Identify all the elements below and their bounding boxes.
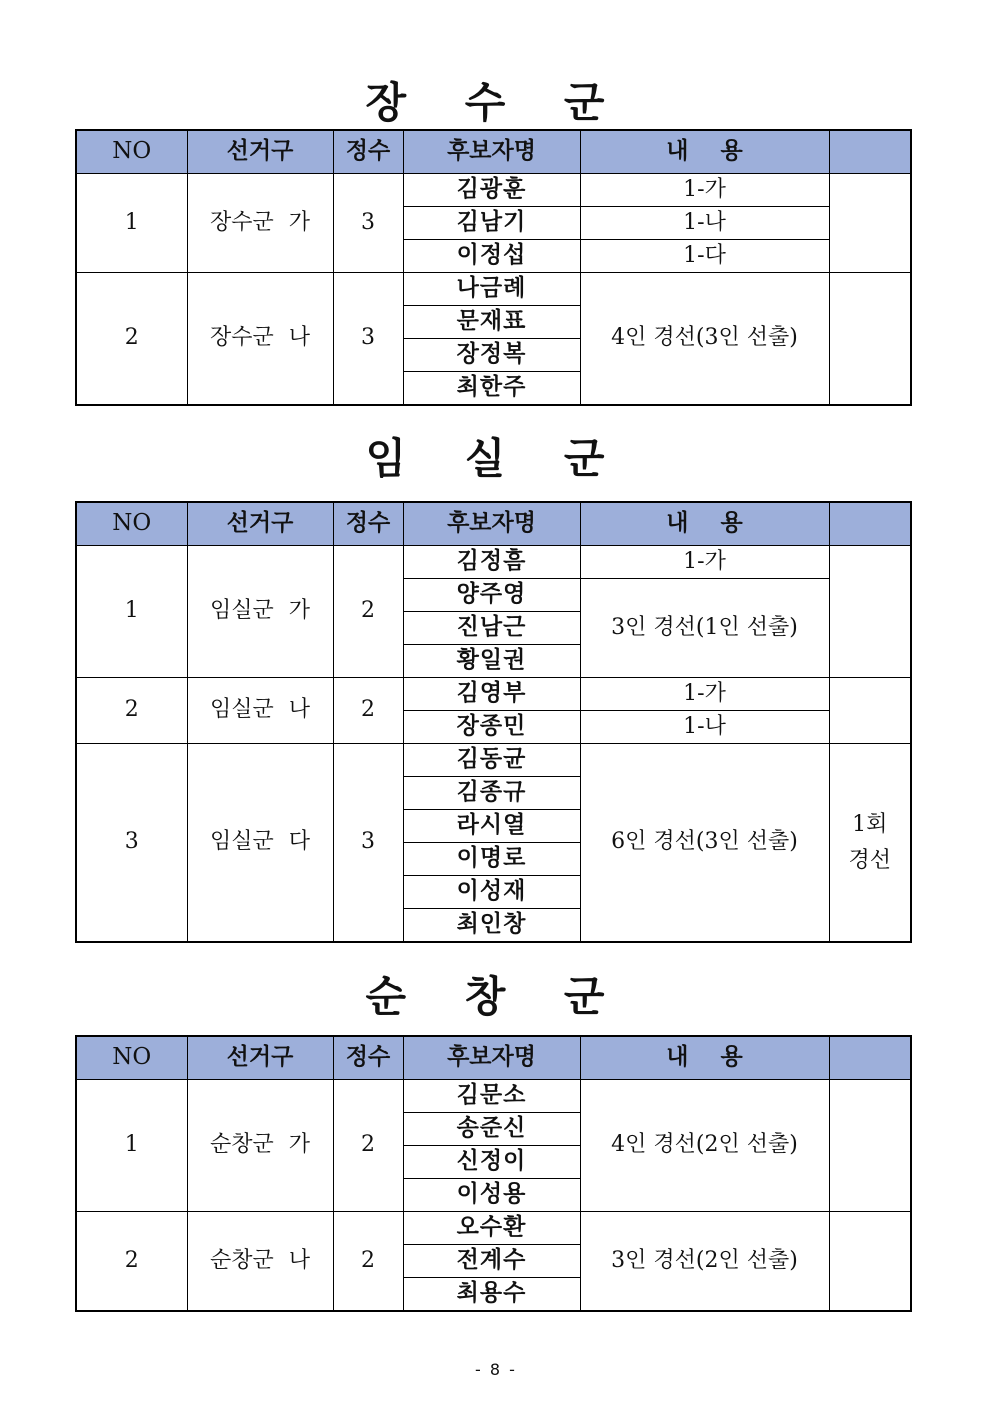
table-jangsu: [75, 129, 912, 406]
cell-content: 1-가: [580, 174, 829, 207]
cell-note: [829, 1080, 911, 1212]
cell-candidate: 라시열: [403, 810, 580, 843]
cell-no: 3: [76, 744, 187, 943]
cell-candidate: 이성용: [403, 1179, 580, 1212]
cell-no: 1: [76, 546, 187, 678]
cell-candidate: 이성재: [403, 876, 580, 909]
cell-content: 3인 경선(2인 선출): [580, 1212, 829, 1312]
cell-content: 4인 경선(2인 선출): [580, 1080, 829, 1212]
cell-candidate: 김남기: [403, 207, 580, 240]
cell-note: [829, 1212, 911, 1312]
cell-note: [829, 546, 911, 678]
cell-candidate: 황일권: [403, 645, 580, 678]
cell-seats: 2: [333, 678, 403, 744]
header-district: 선거구: [187, 130, 333, 174]
cell-seats: 2: [333, 1212, 403, 1312]
cell-content: 1-나: [580, 711, 829, 744]
header-no: NO: [76, 1036, 187, 1080]
cell-seats: 3: [333, 273, 403, 406]
cell-seats: 2: [333, 1080, 403, 1212]
cell-seats: 3: [333, 744, 403, 943]
table-header-row: [76, 1036, 911, 1080]
header-content: 내 용: [580, 1036, 829, 1080]
cell-district: 임실군 나: [187, 678, 333, 744]
cell-district: 순창군 가: [187, 1080, 333, 1212]
cell-candidate: 장정복: [403, 339, 580, 372]
cell-note: [829, 744, 911, 943]
table-imsil: [75, 501, 912, 943]
table-row: [76, 1080, 911, 1113]
cell-candidate: 송준신: [403, 1113, 580, 1146]
cell-candidate: 김종규: [403, 777, 580, 810]
header-candidate: 후보자명: [403, 502, 580, 546]
cell-candidate: 이명로: [403, 843, 580, 876]
table-row: [76, 1212, 911, 1245]
cell-seats: 2: [333, 546, 403, 678]
header-seats: 정수: [333, 130, 403, 174]
table-sunchang: [75, 1035, 912, 1312]
table-row: [76, 546, 911, 579]
cell-seats: 3: [333, 174, 403, 273]
table-header-row: [76, 502, 911, 546]
cell-district: 임실군 가: [187, 546, 333, 678]
cell-no: 1: [76, 1080, 187, 1212]
header-seats: 정수: [333, 1036, 403, 1080]
header-no: NO: [76, 130, 187, 174]
cell-candidate: 이정섭: [403, 240, 580, 273]
cell-candidate: 진남근: [403, 612, 580, 645]
cell-candidate: 양주영: [403, 579, 580, 612]
header-note: [829, 130, 911, 174]
header-district: 선거구: [187, 1036, 333, 1080]
cell-candidate: 장종민: [403, 711, 580, 744]
cell-no: 1: [76, 174, 187, 273]
cell-candidate: 김동균: [403, 744, 580, 777]
table-row: [76, 174, 911, 207]
page-number: - 8 -: [475, 1360, 517, 1379]
header-candidate: 후보자명: [403, 1036, 580, 1080]
table-row: [76, 744, 911, 777]
cell-content: 1-나: [580, 207, 829, 240]
note-line-2: 경선: [848, 847, 891, 873]
cell-candidate: 김정흠: [403, 546, 580, 579]
cell-note: [829, 678, 911, 744]
table-row: [76, 273, 911, 306]
cell-note: [829, 273, 911, 406]
cell-content: 1-가: [580, 546, 829, 579]
cell-district: 장수군 가: [187, 174, 333, 273]
cell-content: 6인 경선(3인 선출): [580, 744, 829, 943]
section-title-sunchang: 순 창 군: [365, 972, 627, 1021]
cell-district: 순창군 나: [187, 1212, 333, 1312]
cell-no: 2: [76, 1212, 187, 1312]
section-title-imsil: 임 실 군: [365, 434, 627, 483]
header-note: [829, 1036, 911, 1080]
header-content: 내 용: [580, 502, 829, 546]
cell-candidate: 신정이: [403, 1146, 580, 1179]
cell-candidate: 최인창: [403, 909, 580, 943]
cell-candidate: 최한주: [403, 372, 580, 406]
header-candidate: 후보자명: [403, 130, 580, 174]
header-district: 선거구: [187, 502, 333, 546]
table-row: [76, 678, 911, 711]
cell-candidate: 전계수: [403, 1245, 580, 1278]
cell-district: 장수군 나: [187, 273, 333, 406]
cell-note: [829, 174, 911, 273]
cell-candidate: 최용수: [403, 1278, 580, 1312]
header-no: NO: [76, 502, 187, 546]
cell-candidate: 김광훈: [403, 174, 580, 207]
cell-district: 임실군 다: [187, 744, 333, 943]
cell-candidate: 나금례: [403, 273, 580, 306]
table-header-row: [76, 130, 911, 174]
cell-content: 3인 경선(1인 선출): [580, 579, 829, 678]
cell-no: 2: [76, 273, 187, 406]
cell-candidate: 김문소: [403, 1080, 580, 1113]
header-content: 내 용: [580, 130, 829, 174]
cell-content: 1-다: [580, 240, 829, 273]
cell-candidate: 김영부: [403, 678, 580, 711]
cell-no: 2: [76, 678, 187, 744]
note-line-1: 1회: [852, 812, 888, 838]
cell-content: 1-가: [580, 678, 829, 711]
section-title-jangsu: 장 수 군: [365, 78, 627, 127]
header-note: [829, 502, 911, 546]
cell-content: 4인 경선(3인 선출): [580, 273, 829, 406]
header-seats: 정수: [333, 502, 403, 546]
cell-candidate: 오수환: [403, 1212, 580, 1245]
cell-candidate: 문재표: [403, 306, 580, 339]
